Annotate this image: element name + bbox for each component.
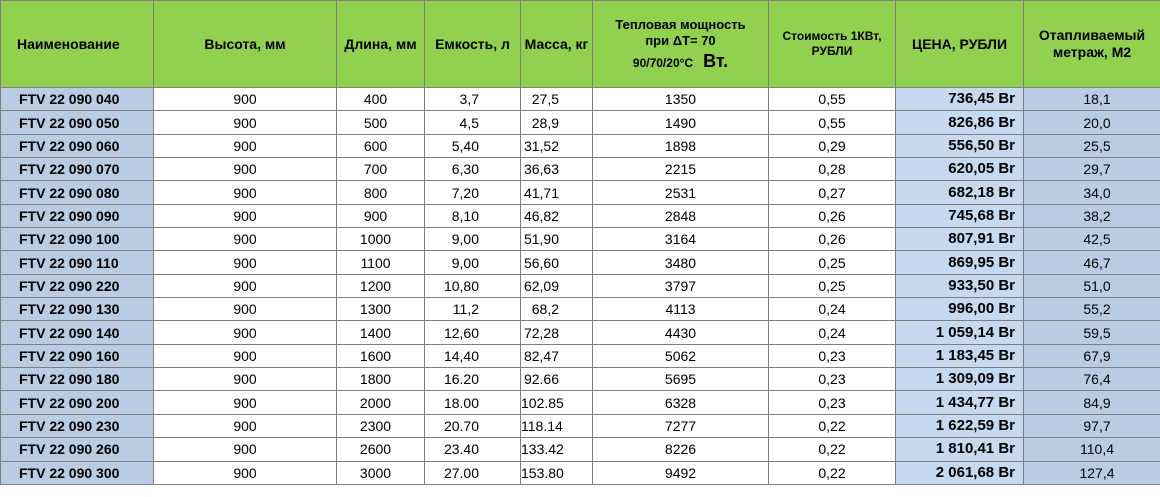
cell-cost: 0,22 [769,438,896,461]
cell-name: FTV 22 090 090 [1,204,154,227]
cell-power: 1490 [593,111,769,134]
cell-length: 500 [337,111,425,134]
cell-height: 900 [154,251,337,274]
cell-mass: 56,60 [521,251,593,274]
cell-capacity: 12,60 [425,321,521,344]
cell-name: FTV 22 090 100 [1,228,154,251]
cell-length: 1400 [337,321,425,344]
cell-length: 1600 [337,344,425,367]
cell-capacity: 7,20 [425,181,521,204]
cell-mass: 36,63 [521,158,593,181]
cell-price: 1 059,14 Br [896,321,1024,344]
cell-height: 900 [154,391,337,414]
table-row [1,228,1160,251]
cell-area: 127,4 [1024,461,1160,484]
header-name: Наименование [1,1,154,88]
cell-name: FTV 22 090 300 [1,461,154,484]
cell-price: 1 434,77 Br [896,391,1024,414]
cell-area: 110,4 [1024,438,1160,461]
table-row [1,251,1160,274]
cell-power: 2848 [593,204,769,227]
cell-height: 900 [154,414,337,437]
cell-area: 59,5 [1024,321,1160,344]
cell-power: 5062 [593,344,769,367]
cell-price: 1 309,09 Br [896,368,1024,391]
cell-mass: 82,47 [521,344,593,367]
cell-cost: 0,29 [769,134,896,157]
cell-power: 5695 [593,368,769,391]
cell-capacity: 8,10 [425,204,521,227]
header-area: Отапливаемый метраж, М2 [1024,1,1160,88]
cell-name: FTV 22 090 080 [1,181,154,204]
cell-price: 933,50 Br [896,274,1024,297]
table-row [1,391,1160,414]
cell-area: 29,7 [1024,158,1160,181]
table-row [1,438,1160,461]
table-row [1,158,1160,181]
header-length: Длина, мм [337,1,425,88]
cell-price: 1 810,41 Br [896,438,1024,461]
cell-length: 1800 [337,368,425,391]
table-row [1,321,1160,344]
cell-area: 18,1 [1024,88,1160,111]
cell-mass: 28,9 [521,111,593,134]
cell-power: 4113 [593,298,769,321]
cell-price: 620,05 Br [896,158,1024,181]
cell-capacity: 14,40 [425,344,521,367]
cell-price: 1 183,45 Br [896,344,1024,367]
cell-cost: 0,22 [769,461,896,484]
table-body [1,88,1160,485]
table-row [1,368,1160,391]
cell-length: 1200 [337,274,425,297]
cell-price: 826,86 Br [896,111,1024,134]
cell-length: 3000 [337,461,425,484]
cell-height: 900 [154,274,337,297]
cell-height: 900 [154,321,337,344]
cell-mass: 27,5 [521,88,593,111]
cell-name: FTV 22 090 200 [1,391,154,414]
cell-power: 3797 [593,274,769,297]
cell-name: FTV 22 090 130 [1,298,154,321]
cell-name: FTV 22 090 230 [1,414,154,437]
table-row [1,414,1160,437]
cell-area: 55,2 [1024,298,1160,321]
cell-cost: 0,25 [769,251,896,274]
cell-power: 7277 [593,414,769,437]
cell-power: 1350 [593,88,769,111]
cell-name: FTV 22 090 110 [1,251,154,274]
cell-length: 800 [337,181,425,204]
cell-length: 700 [337,158,425,181]
cell-cost: 0,24 [769,298,896,321]
cell-area: 46,7 [1024,251,1160,274]
cell-power: 2215 [593,158,769,181]
cell-mass: 102.85 [521,391,593,414]
cell-name: FTV 22 090 060 [1,134,154,157]
cell-mass: 41,71 [521,181,593,204]
cell-cost: 0,22 [769,414,896,437]
cell-capacity: 23.40 [425,438,521,461]
cell-name: FTV 22 090 160 [1,344,154,367]
header-price: ЦЕНА, РУБЛИ [896,1,1024,88]
cell-cost: 0,27 [769,181,896,204]
cell-cost: 0,55 [769,88,896,111]
cell-cost: 0,25 [769,274,896,297]
cell-area: 76,4 [1024,368,1160,391]
table-row [1,461,1160,484]
cell-mass: 92.66 [521,368,593,391]
cell-power: 6328 [593,391,769,414]
cell-price: 996,00 Br [896,298,1024,321]
cell-length: 2000 [337,391,425,414]
cell-height: 900 [154,298,337,321]
cell-power: 9492 [593,461,769,484]
cell-price: 556,50 Br [896,134,1024,157]
cell-mass: 31,52 [521,134,593,157]
cell-price: 2 061,68 Br [896,461,1024,484]
table-row [1,111,1160,134]
cell-name: FTV 22 090 260 [1,438,154,461]
header-power-unit: Вт. [703,51,729,71]
cell-capacity: 20.70 [425,414,521,437]
cell-power: 3480 [593,251,769,274]
header-height: Высота, мм [154,1,337,88]
table-header [1,1,1160,88]
cell-area: 25,5 [1024,134,1160,157]
cell-height: 900 [154,181,337,204]
cell-area: 34,0 [1024,181,1160,204]
cell-area: 51,0 [1024,274,1160,297]
cell-height: 900 [154,461,337,484]
cell-mass: 62,09 [521,274,593,297]
cell-name: FTV 22 090 040 [1,88,154,111]
cell-name: FTV 22 090 050 [1,111,154,134]
cell-name: FTV 22 090 070 [1,158,154,181]
cell-mass: 72,28 [521,321,593,344]
cell-capacity: 6,30 [425,158,521,181]
cell-power: 3164 [593,228,769,251]
cell-name: FTV 22 090 180 [1,368,154,391]
cell-height: 900 [154,368,337,391]
cell-mass: 51,90 [521,228,593,251]
cell-cost: 0,23 [769,344,896,367]
cell-price: 807,91 Br [896,228,1024,251]
cell-capacity: 9,00 [425,228,521,251]
cell-height: 900 [154,228,337,251]
cell-mass: 153.80 [521,461,593,484]
table-row [1,204,1160,227]
cell-capacity: 4,5 [425,111,521,134]
cell-cost: 0,23 [769,368,896,391]
cell-capacity: 10,80 [425,274,521,297]
cell-cost: 0,26 [769,228,896,251]
cell-mass: 46,82 [521,204,593,227]
cell-length: 1000 [337,228,425,251]
cell-length: 1300 [337,298,425,321]
header-power [593,1,769,88]
header-power-conditions: 90/70/20°C [632,56,694,70]
cell-height: 900 [154,111,337,134]
cell-price: 1 622,59 Br [896,414,1024,437]
cell-length: 600 [337,134,425,157]
header-power-title: Тепловая мощность при ΔT= 70 [615,17,746,48]
cell-power: 1898 [593,134,769,157]
header-row [1,1,1160,88]
cell-capacity: 27.00 [425,461,521,484]
cell-name: FTV 22 090 140 [1,321,154,344]
cell-price: 745,68 Br [896,204,1024,227]
cell-height: 900 [154,88,337,111]
header-cost: Стоимость 1КВт, РУБЛИ [769,1,896,88]
cell-capacity: 5,40 [425,134,521,157]
cell-length: 2300 [337,414,425,437]
cell-cost: 0,55 [769,111,896,134]
cell-capacity: 11,2 [425,298,521,321]
cell-price: 736,45 Br [896,88,1024,111]
cell-name: FTV 22 090 220 [1,274,154,297]
cell-mass: 133.42 [521,438,593,461]
table-row [1,298,1160,321]
cell-length: 400 [337,88,425,111]
cell-height: 900 [154,438,337,461]
table-row [1,134,1160,157]
table-row [1,274,1160,297]
cell-mass: 68,2 [521,298,593,321]
header-mass: Масса, кг [521,1,593,88]
cell-power: 8226 [593,438,769,461]
cell-length: 2600 [337,438,425,461]
cell-capacity: 9,00 [425,251,521,274]
cell-area: 42,5 [1024,228,1160,251]
cell-capacity: 16.20 [425,368,521,391]
cell-power: 2531 [593,181,769,204]
cell-cost: 0,26 [769,204,896,227]
cell-height: 900 [154,158,337,181]
cell-length: 1100 [337,251,425,274]
table-row [1,88,1160,111]
cell-area: 38,2 [1024,204,1160,227]
cell-area: 97,7 [1024,414,1160,437]
cell-price: 682,18 Br [896,181,1024,204]
cell-cost: 0,24 [769,321,896,344]
cell-cost: 0,28 [769,158,896,181]
cell-area: 84,9 [1024,391,1160,414]
cell-area: 67,9 [1024,344,1160,367]
cell-area: 20,0 [1024,111,1160,134]
table-row [1,181,1160,204]
cell-length: 900 [337,204,425,227]
cell-cost: 0,23 [769,391,896,414]
header-capacity: Емкость, л [425,1,521,88]
cell-mass: 118.14 [521,414,593,437]
cell-price: 869,95 Br [896,251,1024,274]
cell-height: 900 [154,204,337,227]
cell-capacity: 18.00 [425,391,521,414]
cell-power: 4430 [593,321,769,344]
cell-height: 900 [154,344,337,367]
cell-height: 900 [154,134,337,157]
table-row [1,344,1160,367]
cell-capacity: 3,7 [425,88,521,111]
